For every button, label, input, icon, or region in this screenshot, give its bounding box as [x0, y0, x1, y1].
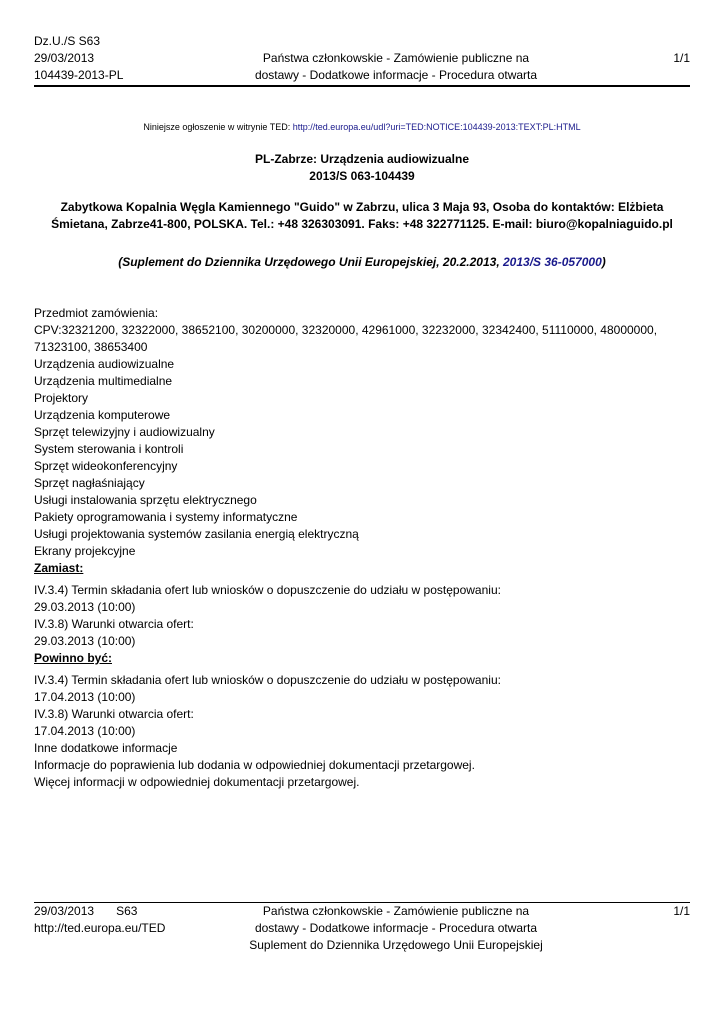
should-be-line: Inne dodatkowe informacje: [34, 741, 178, 755]
subject-item: Sprzęt nagłaśniający: [34, 476, 145, 490]
header-reference: [34, 33, 123, 84]
supplement-reference: [34, 254, 690, 271]
should-be-line: Więcej informacji w odpowiedniej dokumentacji przetargowej.: [34, 775, 360, 789]
subject-item: Projektory: [34, 391, 89, 405]
footer-title: [160, 903, 632, 954]
should-be-line: Informacje do poprawienia lub dodania w odpowiedniej dokumentacji przetargowej.: [34, 758, 475, 772]
instead-line: IV.3.4) Termin składania ofert lub wniosków o dopuszczenie do udziału w postępowaniu:: [34, 583, 501, 597]
should-be-line: IV.3.4) Termin składania ofert lub wniosków o dopuszczenie do udziału w postępowaniu:: [34, 673, 501, 687]
header-title-line: Państwa członkowskie - Zamówienie publiczne na: [262, 51, 530, 65]
instead-line: 29.03.2013 (10:00): [34, 634, 136, 648]
ted-notice-prefix: Niniejsze ogłoszenie w witrynie TED:: [143, 122, 293, 132]
contracting-entity: [34, 199, 690, 233]
cpv-codes-continued: 71323100, 38653400: [34, 340, 148, 354]
footer-series: S63: [116, 904, 138, 918]
footer-title-line: Państwa członkowskie - Zamówienie publiczne na: [262, 904, 530, 918]
subject-item: Usługi instalowania sprzętu elektrycznego: [34, 493, 257, 507]
footer-title-line: Suplement do Dziennika Urzędowego Unii Europejskiej: [249, 938, 543, 952]
subject-item: Sprzęt telewizyjny i audiowizualny: [34, 425, 215, 439]
subject-item: Urządzenia multimedialne: [34, 374, 173, 388]
instead-heading: Zamiast:: [34, 561, 84, 575]
subject-item: Pakiety oprogramowania i systemy informatyczne: [34, 510, 298, 524]
subject-item: Urządzenia audiowizualne: [34, 357, 175, 371]
header-title: [160, 50, 632, 84]
header-ref-line: 104439-2013-PL: [34, 68, 124, 82]
header-page-number: 1/1: [673, 51, 690, 65]
footer-date: 29/03/2013: [34, 904, 95, 918]
supplement-text: (Suplement do Dziennika Urzędowego Unii Europejskiej, 20.2.2013,: [118, 255, 503, 269]
subject-item: Urządzenia komputerowe: [34, 408, 171, 422]
should-be-line: IV.3.8) Warunki otwarcia ofert:: [34, 707, 194, 721]
should-be-line: 17.04.2013 (10:00): [34, 690, 136, 704]
footer-reference: [34, 903, 165, 937]
subject-item: Sprzęt wideokonferencyjny: [34, 459, 178, 473]
contracting-entity-line: Śmietana, Zabrze41-800, POLSKA. Tel.: +48 326303091. Faks: +48 322771125. E-mail: biuro@kopalniaguido.pl: [51, 217, 673, 231]
footer-title-line: dostawy - Dodatkowe informacje - Procedura otwarta: [254, 921, 538, 935]
header-title-line: dostawy - Dodatkowe informacje - Procedura otwarta: [254, 68, 538, 82]
supplement-ref-link[interactable]: 2013/S 36-057000: [503, 255, 602, 269]
document-title: [34, 151, 690, 185]
header-ref-line: 29/03/2013: [34, 51, 95, 65]
supplement-close: ): [601, 255, 606, 269]
subject-item: Usługi projektowania systemów zasilania energią elektryczną: [34, 527, 359, 541]
document-title-line: PL-Zabrze: Urządzenia audiowizualne: [254, 152, 470, 166]
should-be-line: 17.04.2013 (10:00): [34, 724, 136, 738]
subject-label: Przedmiot zamówienia:: [34, 306, 159, 320]
subject-item: Ekrany projekcyjne: [34, 544, 136, 558]
contracting-entity-line: Zabytkowa Kopalnia Węgla Kamiennego "Guido" w Zabrzu, ulica 3 Maja 93, Osoba do kontaktów: Elżbieta: [60, 200, 664, 214]
header-ref-line: Dz.U./S S63: [34, 34, 101, 48]
subject-item: System sterowania i kontroli: [34, 442, 184, 456]
instead-line: 29.03.2013 (10:00): [34, 600, 136, 614]
footer-site-link[interactable]: http://ted.europa.eu/TED: [34, 921, 166, 935]
notice-body: [34, 305, 690, 791]
ted-notice: [34, 121, 690, 133]
ted-notice-link[interactable]: http://ted.europa.eu/udl?uri=TED:NOTICE:104439-2013:TEXT:PL:HTML: [292, 122, 581, 132]
document-number: 2013/S 063-104439: [309, 169, 415, 183]
header-divider: [34, 85, 690, 87]
instead-line: IV.3.8) Warunki otwarcia ofert:: [34, 617, 194, 631]
cpv-codes: CPV:32321200, 32322000, 38652100, 30200000, 32320000, 42961000, 32232000, 32342400, 51110000, 48000000,: [34, 323, 658, 337]
should-be-heading: Powinno być:: [34, 651, 112, 665]
footer-page-number: 1/1: [673, 904, 690, 918]
